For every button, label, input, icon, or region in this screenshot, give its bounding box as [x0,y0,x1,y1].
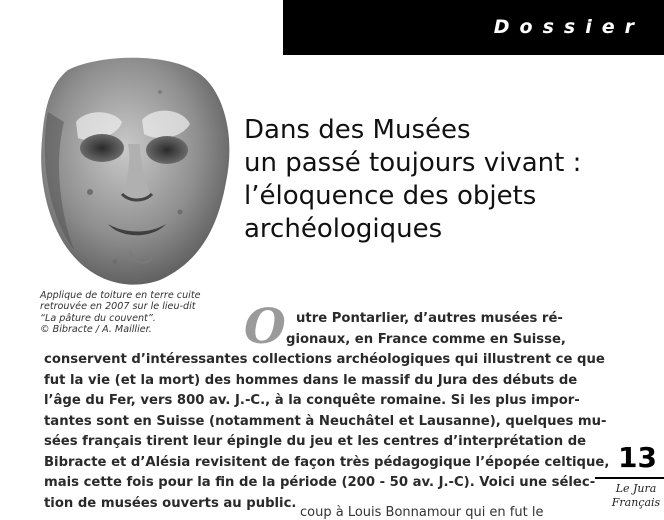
body-line: mais cette fois pour la fin de la période (200 - 50 av. J.-C). Voici une sélec- [44,475,596,490]
page-number: 13 [618,441,657,474]
body-line: tantes sont en Suisse (notamment à Neuchâtel et Lausanne), quelques mu- [44,413,607,429]
caption-line: Applique de toiture en terre cuite [40,290,201,301]
body-line: gionaux, en France comme en Suisse, [286,331,566,347]
title-line: archéologiques [244,214,443,244]
drop-cap: O [244,299,286,355]
page-number-rule [595,477,664,479]
caption-line: “La pâture du couvent”. [40,312,156,324]
body-line: l’âge du Fer, vers 800 av. J.-C., à la conquête romaine. Si les plus impor- [44,393,580,408]
magazine-name-line: Le Jura [615,482,657,495]
body-line: sées français tirent leur épingle du jeu et les centres d’interprétation de [44,434,587,449]
body-line: Bibracte et d’Alésia revisitent de façon très pédagogique l’épopée celtique, [44,454,610,470]
artifact-image [30,52,240,287]
title-line: l’éloquence des objets [244,181,537,211]
title-line: Dans des Musées [244,115,471,145]
article-title [244,114,654,246]
section-label: Dossier [493,16,644,38]
caption-line: © Bibracte / A. Maillier. [40,324,152,336]
title-line: un passé toujours vivant : [244,148,582,178]
magazine-name [608,482,664,510]
magazine-name-line: Français [611,496,661,509]
caption-line: retrouvée en 2007 sur le lieu-dit [40,301,196,313]
article-intro [44,309,610,514]
body-line: fut la vie (et la mort) des hommes dans le massif du Jura des débuts de [44,372,578,388]
body-line: conservent d’intéressantes collections archéologiques qui illustrent ce que [44,352,605,367]
body-line: utre Pontarlier, d’autres musées ré- [296,311,563,326]
body-line: tion de musées ouverts au public. [44,495,297,511]
column-continuation-text: coup à Louis Bonnamour qui en fut le [300,505,544,520]
section-header-bar [283,0,664,55]
